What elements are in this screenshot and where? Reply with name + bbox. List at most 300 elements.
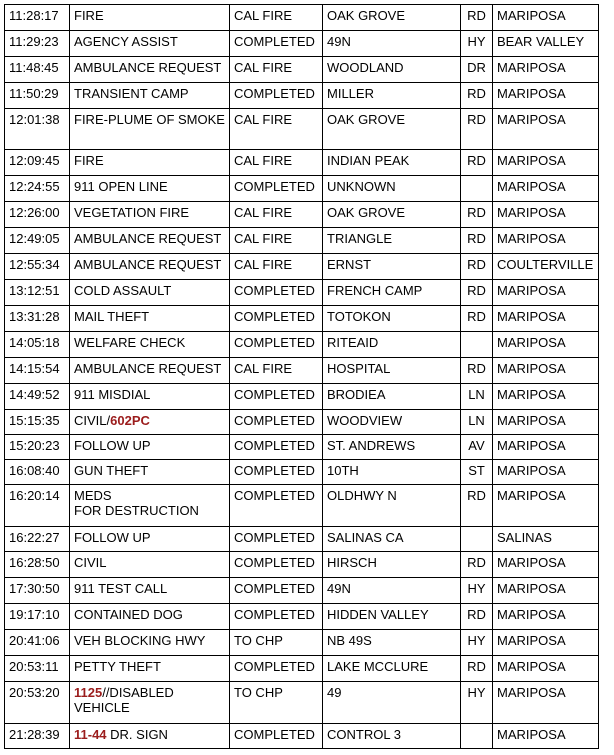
call-city-cell [493,578,599,604]
call-type-line2: FOR DESTRUCTION [74,503,199,518]
call-time: 17:30:50 [9,581,60,596]
call-row [5,384,599,410]
call-disposition: TO CHP [234,685,283,700]
call-city-cell [493,202,599,228]
call-city: MARIPOSA [497,633,566,648]
call-disposition: TO CHP [234,633,283,648]
call-time: 16:22:27 [9,530,60,545]
call-type: MAIL THEFT [74,309,150,324]
call-type-cell [70,57,230,83]
call-street: SALINAS CA [327,530,404,545]
call-street-suffix-cell [461,384,493,410]
call-type: FIRE-PLUME OF SMOKE [74,112,225,127]
call-street-cell [323,682,461,724]
call-disposition-cell [230,358,323,384]
call-street-cell [323,254,461,280]
call-city-cell [493,604,599,630]
call-time-cell [5,485,70,527]
call-street: OAK GROVE [327,205,406,220]
call-disposition-cell [230,604,323,630]
call-disposition-cell [230,410,323,435]
call-street-cell [323,410,461,435]
call-street: 49N [327,34,351,49]
call-street-suffix-cell [461,358,493,384]
call-disposition-cell [230,306,323,332]
call-street-cell [323,630,461,656]
call-row [5,254,599,280]
call-disposition-cell [230,280,323,306]
call-disposition-cell [230,5,323,31]
call-disposition-cell [230,460,323,485]
call-row [5,150,599,176]
call-type-cell [70,435,230,460]
call-type: FIRE [74,153,104,168]
call-city-cell [493,332,599,358]
call-time: 12:01:38 [9,112,60,127]
call-street: OAK GROVE [327,8,406,23]
call-disposition-cell [230,31,323,57]
call-city-cell [493,83,599,109]
call-time-cell [5,630,70,656]
call-street-cell [323,358,461,384]
call-disposition: COMPLETED [234,463,315,478]
call-city: MARIPOSA [497,555,566,570]
call-type-cell [70,109,230,150]
call-time-cell [5,527,70,552]
call-type-cell [70,5,230,31]
call-disposition: COMPLETED [234,555,315,570]
call-city: MARIPOSA [497,607,566,622]
call-type: FIRE [74,8,104,23]
call-disposition: COMPLETED [234,309,315,324]
call-time: 20:53:20 [9,685,60,700]
call-type-line1: MEDS [74,488,112,503]
call-city: COULTERVILLE [497,257,594,272]
call-city: MARIPOSA [497,283,566,298]
call-disposition: COMPLETED [234,727,315,742]
call-row [5,202,599,228]
call-row [5,109,599,150]
call-disposition-cell [230,176,323,202]
call-time: 13:31:28 [9,309,60,324]
call-street-suffix: HY [467,685,486,700]
call-street-suffix-cell [461,527,493,552]
call-street-cell [323,527,461,552]
call-type-cell [70,332,230,358]
call-city-cell [493,552,599,578]
call-time-cell [5,83,70,109]
call-street-suffix-cell [461,5,493,31]
call-time-cell [5,460,70,485]
call-city-cell [493,410,599,435]
call-row [5,410,599,435]
call-type-cell [70,527,230,552]
call-time-cell [5,552,70,578]
call-time: 11:50:29 [9,86,59,101]
call-street: BRODIEA [327,387,386,402]
call-row [5,83,599,109]
call-row [5,460,599,485]
call-type-prefix: CIVIL/ [74,413,111,428]
call-row [5,724,599,749]
call-time-cell [5,435,70,460]
call-time: 13:12:51 [9,283,60,298]
call-city: MARIPOSA [497,387,566,402]
call-street-suffix-cell [461,410,493,435]
call-type: FOLLOW UP [74,530,151,545]
call-city: MARIPOSA [497,179,566,194]
call-street-suffix-cell [461,176,493,202]
call-street-cell [323,485,461,527]
call-disposition: COMPLETED [234,530,315,545]
call-time-cell [5,57,70,83]
call-city: MARIPOSA [497,335,566,350]
call-street-suffix-cell [461,228,493,254]
call-time-cell [5,604,70,630]
call-street-suffix: LN [468,387,485,402]
call-row [5,630,599,656]
call-type-cell [70,228,230,254]
call-time: 20:41:06 [9,633,60,648]
call-time: 19:17:10 [9,607,60,622]
call-street-suffix: HY [467,633,486,648]
call-row [5,656,599,682]
call-city-cell [493,31,599,57]
call-row [5,682,599,724]
call-street-cell [323,228,461,254]
call-city: MARIPOSA [497,205,566,220]
call-street-suffix-cell [461,435,493,460]
call-row [5,5,599,31]
call-type-cell [70,306,230,332]
call-city: MARIPOSA [497,8,566,23]
call-row [5,604,599,630]
call-street-cell [323,31,461,57]
call-city: MARIPOSA [497,112,566,127]
call-disposition-cell [230,332,323,358]
call-street-suffix: DR [467,60,486,75]
call-time: 11:29:23 [9,34,59,49]
call-disposition: COMPLETED [234,607,315,622]
call-street-suffix-cell [461,724,493,749]
call-city-cell [493,724,599,749]
call-street-suffix: RD [467,112,486,127]
call-time-cell [5,176,70,202]
call-type-code: 11-44 [74,727,107,742]
call-row [5,527,599,552]
call-row [5,485,599,527]
call-street: WOODVIEW [327,413,403,428]
call-row [5,358,599,384]
call-row [5,176,599,202]
call-disposition-cell [230,109,323,150]
call-city: MARIPOSA [497,685,566,700]
call-type: TRANSIENT CAMP [74,86,189,101]
call-type-cell [70,202,230,228]
call-disposition: COMPLETED [234,488,315,503]
call-disposition-cell [230,150,323,176]
call-street-suffix-cell [461,485,493,527]
call-street-suffix-cell [461,254,493,280]
call-disposition: COMPLETED [234,581,315,596]
call-type-cell [70,630,230,656]
call-row [5,435,599,460]
call-street: MILLER [327,86,374,101]
call-disposition-cell [230,682,323,724]
call-time: 12:55:34 [9,257,60,272]
call-street-suffix-cell [461,332,493,358]
call-street-suffix-cell [461,31,493,57]
call-city: BEAR VALLEY [497,34,585,49]
call-time-cell [5,254,70,280]
call-type: PETTY THEFT [74,659,161,674]
call-city-cell [493,630,599,656]
call-time-cell [5,358,70,384]
call-city-cell [493,280,599,306]
call-log-table [4,4,599,749]
call-street-suffix-cell [461,578,493,604]
call-city: MARIPOSA [497,361,566,376]
call-street-suffix-cell [461,57,493,83]
call-type-cell [70,280,230,306]
call-type-cell [70,552,230,578]
call-type-cell [70,176,230,202]
call-disposition: COMPLETED [234,179,315,194]
call-type: AMBULANCE REQUEST [74,231,222,246]
call-disposition: CAL FIRE [234,257,293,272]
call-disposition-cell [230,202,323,228]
call-time-cell [5,109,70,150]
call-time-cell [5,682,70,724]
call-type: AMBULANCE REQUEST [74,361,222,376]
call-street-suffix-cell [461,306,493,332]
call-time: 12:49:05 [9,231,60,246]
call-street-cell [323,332,461,358]
call-street-suffix-cell [461,202,493,228]
call-type: 911 MISDIAL [74,387,151,402]
call-street-suffix-cell [461,656,493,682]
call-type: 911 OPEN LINE [74,179,168,194]
call-row [5,228,599,254]
call-street-suffix: RD [467,231,486,246]
call-disposition-cell [230,578,323,604]
call-street-cell [323,604,461,630]
call-street-suffix: RD [467,488,486,503]
call-street: OLDHWY N [327,488,397,503]
call-disposition-cell [230,228,323,254]
call-street: NB 49S [327,633,372,648]
call-time-cell [5,332,70,358]
call-type: VEH BLOCKING HWY [74,633,206,648]
call-city: MARIPOSA [497,86,566,101]
call-street-suffix-cell [461,109,493,150]
call-street: CONTROL 3 [327,727,401,742]
call-disposition-cell [230,384,323,410]
call-time: 12:26:00 [9,205,60,220]
call-city-cell [493,682,599,724]
call-street-suffix: RD [467,153,486,168]
call-type: FOLLOW UP [74,438,151,453]
call-street-suffix: RD [467,86,486,101]
call-row [5,57,599,83]
call-street: WOODLAND [327,60,404,75]
call-disposition-cell [230,57,323,83]
call-city-cell [493,384,599,410]
call-city: MARIPOSA [497,153,566,168]
call-city: MARIPOSA [497,727,566,742]
call-street-cell [323,280,461,306]
call-time: 15:20:23 [9,438,60,453]
call-type-cell [70,358,230,384]
call-type-cell [70,485,230,527]
call-type: AMBULANCE REQUEST [74,60,222,75]
call-type-line2: VEHICLE [74,700,130,715]
call-time: 20:53:11 [9,659,59,674]
call-disposition: COMPLETED [234,438,315,453]
call-disposition-cell [230,485,323,527]
call-street: 49N [327,581,351,596]
call-disposition-cell [230,630,323,656]
call-street: 49 [327,685,342,700]
call-time: 16:28:50 [9,555,60,570]
call-disposition: COMPLETED [234,659,315,674]
call-time: 12:24:55 [9,179,60,194]
call-type-code: 1125 [74,685,103,700]
call-time-cell [5,228,70,254]
call-type-cell [70,83,230,109]
call-street-cell [323,656,461,682]
call-time-cell [5,5,70,31]
call-time: 16:08:40 [9,463,60,478]
call-type-cell [70,254,230,280]
call-street-suffix: LN [468,413,485,428]
call-city-cell [493,109,599,150]
call-street: UNKNOWN [327,179,396,194]
call-city: SALINAS [497,530,552,545]
call-time-cell [5,410,70,435]
call-time: 16:20:14 [9,488,60,503]
call-city-cell [493,176,599,202]
call-time-cell [5,31,70,57]
call-city-cell [493,527,599,552]
call-street-cell [323,384,461,410]
call-type-cell [70,578,230,604]
call-city-cell [493,656,599,682]
call-street-cell [323,306,461,332]
call-street-suffix: ST [468,463,485,478]
call-street-cell [323,435,461,460]
call-street-suffix: RD [467,607,486,622]
call-time-cell [5,656,70,682]
call-row [5,306,599,332]
call-street: LAKE MCCLURE [327,659,429,674]
call-street-suffix-cell [461,460,493,485]
call-time-cell [5,150,70,176]
call-street: OAK GROVE [327,112,406,127]
call-city-cell [493,485,599,527]
call-city: MARIPOSA [497,60,566,75]
call-street-suffix: RD [467,8,486,23]
call-time: 14:49:52 [9,387,60,402]
call-street-suffix-cell [461,280,493,306]
call-disposition: COMPLETED [234,413,315,428]
call-street: HIRSCH [327,555,377,570]
call-city: MARIPOSA [497,231,566,246]
call-log-body [5,5,599,749]
call-disposition-cell [230,435,323,460]
call-time: 14:15:54 [9,361,60,376]
call-city: MARIPOSA [497,463,566,478]
call-type-cell [70,410,230,435]
call-row [5,332,599,358]
call-disposition-cell [230,527,323,552]
call-street-suffix-cell [461,604,493,630]
call-type: 911 TEST CALL [74,581,168,596]
call-row [5,578,599,604]
call-street-cell [323,176,461,202]
call-city: MARIPOSA [497,438,566,453]
call-type-cell [70,31,230,57]
call-type: WELFARE CHECK [74,335,186,350]
call-street-cell [323,150,461,176]
call-city-cell [493,460,599,485]
call-city-cell [493,306,599,332]
call-type: COLD ASSAULT [74,283,172,298]
call-street: RITEAID [327,335,379,350]
call-disposition: CAL FIRE [234,153,293,168]
call-street: FRENCH CAMP [327,283,423,298]
call-street: ERNST [327,257,372,272]
call-type-cell [70,724,230,749]
call-disposition-cell [230,254,323,280]
call-city-cell [493,435,599,460]
call-disposition: CAL FIRE [234,8,293,23]
call-street-suffix: RD [467,283,486,298]
call-city-cell [493,228,599,254]
call-disposition: COMPLETED [234,86,315,101]
call-street-cell [323,57,461,83]
call-street-suffix: HY [467,581,486,596]
call-street-cell [323,5,461,31]
call-street-cell [323,552,461,578]
call-type: VEGETATION FIRE [74,205,190,220]
call-disposition-cell [230,83,323,109]
call-street-suffix: AV [468,438,485,453]
call-street-cell [323,83,461,109]
call-city-cell [493,254,599,280]
call-type-cell [70,384,230,410]
call-time: 11:28:17 [9,8,59,23]
call-disposition: CAL FIRE [234,231,293,246]
call-city-cell [493,150,599,176]
call-disposition: CAL FIRE [234,361,293,376]
call-disposition: COMPLETED [234,387,315,402]
call-time-cell [5,578,70,604]
call-type-code: 602PC [110,413,150,428]
call-city-cell [493,57,599,83]
call-type: AMBULANCE REQUEST [74,257,222,272]
call-time-cell [5,306,70,332]
call-street: 10TH [327,463,359,478]
call-type-cell [70,460,230,485]
call-street: TOTOKON [327,309,391,324]
call-time-cell [5,384,70,410]
call-street-suffix-cell [461,630,493,656]
call-time: 15:15:35 [9,413,60,428]
call-disposition-cell [230,724,323,749]
call-type-cell [70,656,230,682]
call-street: HOSPITAL [327,361,391,376]
